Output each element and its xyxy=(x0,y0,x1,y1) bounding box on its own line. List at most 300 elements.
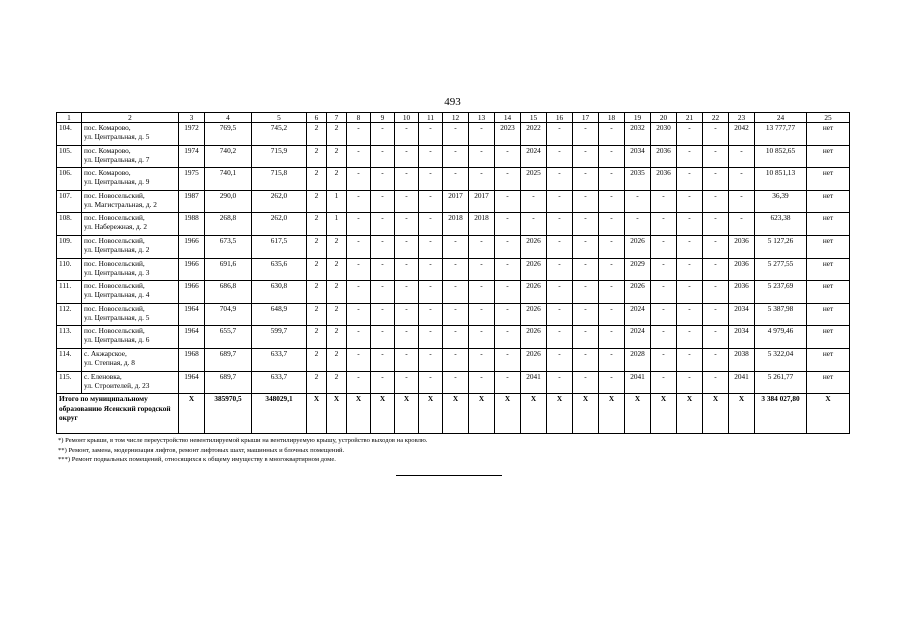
table-cell: - xyxy=(625,213,651,236)
column-header: 3 xyxy=(179,113,205,123)
table-cell: - xyxy=(419,235,443,258)
column-header: 2 xyxy=(82,113,179,123)
table-cell: - xyxy=(729,190,755,213)
table-cell: - xyxy=(573,371,599,394)
table-cell: - xyxy=(495,145,521,168)
table-cell: 2024 xyxy=(521,145,547,168)
table-cell: - xyxy=(547,213,573,236)
table-cell: 2041 xyxy=(625,371,651,394)
footnotes xyxy=(58,436,427,465)
address-street: ул. Набережная, д. 2 xyxy=(84,222,148,232)
total-cell: Х xyxy=(703,394,729,434)
table-cell: - xyxy=(347,348,371,371)
table-cell: - xyxy=(703,326,729,349)
table-cell: - xyxy=(419,123,443,146)
address-cell xyxy=(82,303,179,326)
table-cell: - xyxy=(677,213,703,236)
table-cell: - xyxy=(495,281,521,304)
address-street: ул. Центральная, д. 4 xyxy=(84,290,150,300)
row-number: 108. xyxy=(57,213,82,236)
table-cell: - xyxy=(419,281,443,304)
table-cell: 5 387,98 xyxy=(755,303,807,326)
table-cell: 2026 xyxy=(521,258,547,281)
table-cell: 633,7 xyxy=(252,371,307,394)
table-cell: нет xyxy=(807,348,850,371)
total-cell: 3 384 027,80 xyxy=(755,394,807,434)
address-cell xyxy=(82,348,179,371)
footnote-elevator: **) Ремонт, замена, модернизация лифтов, ремонт лифтовых шахт, машинных и блочных помещений. xyxy=(58,446,345,454)
row-number: 114. xyxy=(57,348,82,371)
column-header: 14 xyxy=(495,113,521,123)
table-cell: - xyxy=(495,235,521,258)
table-cell: нет xyxy=(807,303,850,326)
table-cell: 599,7 xyxy=(252,326,307,349)
table-cell: 2024 xyxy=(625,326,651,349)
table-cell: - xyxy=(443,123,469,146)
table-cell: 262,0 xyxy=(252,213,307,236)
table-cell: нет xyxy=(807,258,850,281)
row-number: 113. xyxy=(57,326,82,349)
table-cell: - xyxy=(703,281,729,304)
table-cell: 2036 xyxy=(729,235,755,258)
table-cell: 2 xyxy=(307,326,327,349)
table-cell: 2 xyxy=(307,258,327,281)
total-cell: Х xyxy=(625,394,651,434)
table-cell: - xyxy=(469,145,495,168)
column-header: 8 xyxy=(347,113,371,123)
table-cell: нет xyxy=(807,168,850,191)
total-cell: Х xyxy=(547,394,573,434)
table-cell: 745,2 xyxy=(252,123,307,146)
table-cell: 2 xyxy=(307,371,327,394)
table-cell: - xyxy=(495,168,521,191)
table-cell: 1966 xyxy=(179,235,205,258)
table-cell: 2 xyxy=(307,123,327,146)
table-cell: - xyxy=(469,235,495,258)
table-cell: - xyxy=(419,303,443,326)
table-cell: - xyxy=(573,123,599,146)
table-cell: 2026 xyxy=(521,348,547,371)
table-cell: - xyxy=(495,371,521,394)
table-cell: 2 xyxy=(307,348,327,371)
table-cell: 2038 xyxy=(729,348,755,371)
footnote-basement: ***) Ремонт подвальных помещений, относящихся к общему имуществу в многоквартирном доме. xyxy=(58,456,336,463)
column-header: 24 xyxy=(755,113,807,123)
table-cell: - xyxy=(443,168,469,191)
table-cell: 2 xyxy=(307,145,327,168)
address-cell xyxy=(82,235,179,258)
column-header: 7 xyxy=(327,113,347,123)
table-cell: - xyxy=(599,123,625,146)
table-cell: 2 xyxy=(307,168,327,191)
address-locality: пос. Новосельский, xyxy=(84,190,145,200)
footnote-roof: *) Ремонт крыши, в том числе переустройство невентилируемой крыши на вентилируемую крышу, устройство выходов на кровлю. xyxy=(58,437,428,444)
table-cell: нет xyxy=(807,326,850,349)
table-cell: - xyxy=(547,348,573,371)
table-cell: - xyxy=(469,371,495,394)
table-cell: - xyxy=(677,258,703,281)
table-cell: - xyxy=(419,348,443,371)
column-header: 16 xyxy=(547,113,573,123)
table-cell: 2032 xyxy=(625,123,651,146)
table-cell: - xyxy=(547,371,573,394)
table-cell: - xyxy=(573,303,599,326)
table-cell: 2 xyxy=(327,371,347,394)
address-cell xyxy=(82,213,179,236)
table-cell: 2024 xyxy=(625,303,651,326)
table-cell: - xyxy=(443,281,469,304)
column-header: 10 xyxy=(395,113,419,123)
column-header: 25 xyxy=(807,113,850,123)
table-cell: - xyxy=(573,213,599,236)
table-cell: - xyxy=(371,145,395,168)
table-cell: - xyxy=(347,303,371,326)
total-cell: Х xyxy=(179,394,205,434)
table-cell: 1 xyxy=(327,213,347,236)
table-row xyxy=(57,213,850,236)
table-cell: - xyxy=(395,235,419,258)
table-cell: нет xyxy=(807,213,850,236)
table-cell: 2 xyxy=(327,281,347,304)
column-header: 19 xyxy=(625,113,651,123)
total-cell: Х xyxy=(347,394,371,434)
separator-line xyxy=(396,475,502,476)
table-cell: - xyxy=(677,235,703,258)
table-cell: - xyxy=(573,258,599,281)
total-cell: Х xyxy=(469,394,495,434)
table-cell: 2034 xyxy=(625,145,651,168)
table-cell: 2030 xyxy=(651,123,677,146)
table-cell: 2025 xyxy=(521,168,547,191)
total-cell: Х xyxy=(677,394,703,434)
table-cell: 2036 xyxy=(651,168,677,191)
table-cell: - xyxy=(651,348,677,371)
table-cell: 2 xyxy=(327,168,347,191)
table-cell: - xyxy=(495,258,521,281)
table-cell: - xyxy=(599,371,625,394)
table-cell: - xyxy=(703,145,729,168)
table-cell: - xyxy=(651,281,677,304)
table-cell: - xyxy=(395,348,419,371)
table-cell: - xyxy=(495,326,521,349)
address-cell xyxy=(82,190,179,213)
table-cell: 290,0 xyxy=(205,190,252,213)
table-cell: 2 xyxy=(327,258,347,281)
table-cell: - xyxy=(419,326,443,349)
table-cell: - xyxy=(651,213,677,236)
table-cell: - xyxy=(547,123,573,146)
table-cell: - xyxy=(419,371,443,394)
table-cell: - xyxy=(599,326,625,349)
table-cell: 2 xyxy=(307,190,327,213)
table-cell: 630,8 xyxy=(252,281,307,304)
table-cell: 2 xyxy=(327,235,347,258)
table-cell: - xyxy=(419,168,443,191)
table-cell: - xyxy=(573,190,599,213)
total-cell: Х xyxy=(443,394,469,434)
address-locality: пос. Новосельский, xyxy=(84,281,145,291)
table-cell: - xyxy=(651,371,677,394)
table-cell: - xyxy=(347,145,371,168)
row-number: 112. xyxy=(57,303,82,326)
table-cell: 1964 xyxy=(179,371,205,394)
table-cell: - xyxy=(599,281,625,304)
table-cell: - xyxy=(495,303,521,326)
table-cell: - xyxy=(495,213,521,236)
table-cell: - xyxy=(443,303,469,326)
table-cell: - xyxy=(677,281,703,304)
table-cell: - xyxy=(729,145,755,168)
table-cell: 2036 xyxy=(729,281,755,304)
table-cell: 686,8 xyxy=(205,281,252,304)
column-header: 1 xyxy=(57,113,82,123)
table-cell: 2041 xyxy=(729,371,755,394)
capital-repair-table xyxy=(56,112,850,434)
total-cell: Х xyxy=(419,394,443,434)
column-header: 22 xyxy=(703,113,729,123)
table-cell: - xyxy=(729,213,755,236)
table-cell: - xyxy=(677,303,703,326)
table-row xyxy=(57,123,850,146)
table-cell: - xyxy=(703,371,729,394)
table-cell: 1972 xyxy=(179,123,205,146)
column-header: 20 xyxy=(651,113,677,123)
table-cell: - xyxy=(347,371,371,394)
table-row xyxy=(57,281,850,304)
table-cell: 2026 xyxy=(521,326,547,349)
total-cell: Х xyxy=(807,394,850,434)
table-cell: - xyxy=(573,281,599,304)
total-cell: Х xyxy=(327,394,347,434)
table-cell: - xyxy=(599,303,625,326)
table-cell: - xyxy=(347,326,371,349)
table-row xyxy=(57,371,850,394)
table-cell: 2017 xyxy=(469,190,495,213)
table-cell: - xyxy=(573,235,599,258)
table-cell: - xyxy=(677,168,703,191)
table-cell: - xyxy=(371,348,395,371)
table-cell: - xyxy=(703,258,729,281)
address-locality: пос. Комарово, xyxy=(84,168,131,178)
table-cell: - xyxy=(573,145,599,168)
table-cell: - xyxy=(677,190,703,213)
address-street: ул. Степная, д. 8 xyxy=(84,357,135,367)
table-cell: 1975 xyxy=(179,168,205,191)
table-cell: 1974 xyxy=(179,145,205,168)
table-cell: - xyxy=(371,213,395,236)
table-cell: 704,9 xyxy=(205,303,252,326)
table-cell: - xyxy=(419,190,443,213)
table-cell: - xyxy=(443,371,469,394)
table-cell: - xyxy=(347,213,371,236)
table-cell: 715,9 xyxy=(252,145,307,168)
table-cell: 2034 xyxy=(729,326,755,349)
total-cell: Х xyxy=(599,394,625,434)
table-cell: 2018 xyxy=(443,213,469,236)
table-cell: 1987 xyxy=(179,190,205,213)
table-cell: - xyxy=(347,281,371,304)
table-cell: - xyxy=(703,190,729,213)
table-cell: - xyxy=(703,303,729,326)
table-cell: 648,9 xyxy=(252,303,307,326)
address-cell xyxy=(82,168,179,191)
table-cell: 1966 xyxy=(179,258,205,281)
total-label: Итого по муниципальному образованию Ясенский городской округ xyxy=(57,394,179,434)
table-cell: - xyxy=(703,123,729,146)
table-cell: - xyxy=(573,168,599,191)
address-locality: пос. Новосельский, xyxy=(84,326,145,336)
table-cell: - xyxy=(395,123,419,146)
table-cell: 5 261,77 xyxy=(755,371,807,394)
table-cell: - xyxy=(347,190,371,213)
table-cell: - xyxy=(703,348,729,371)
table-cell: - xyxy=(469,281,495,304)
table-cell: - xyxy=(469,326,495,349)
table-cell: 2036 xyxy=(651,145,677,168)
table-cell: 1988 xyxy=(179,213,205,236)
table-cell: - xyxy=(651,326,677,349)
address-locality: пос. Новосельский, xyxy=(84,235,145,245)
table-cell: - xyxy=(371,190,395,213)
table-cell: - xyxy=(599,168,625,191)
table-cell: 262,0 xyxy=(252,190,307,213)
table-cell: 617,5 xyxy=(252,235,307,258)
table-cell: - xyxy=(395,371,419,394)
table-cell: 2035 xyxy=(625,168,651,191)
table-cell: - xyxy=(495,190,521,213)
table-row xyxy=(57,258,850,281)
address-locality: пос. Новосельский, xyxy=(84,303,145,313)
total-cell: Х xyxy=(651,394,677,434)
total-cell: 348029,1 xyxy=(252,394,307,434)
table-cell: - xyxy=(395,213,419,236)
table-cell: - xyxy=(651,235,677,258)
column-header: 12 xyxy=(443,113,469,123)
table-cell: 2 xyxy=(327,303,347,326)
table-cell: 2 xyxy=(327,348,347,371)
table-row xyxy=(57,235,850,258)
table-cell: - xyxy=(469,123,495,146)
table-cell: - xyxy=(599,190,625,213)
table-cell: 1964 xyxy=(179,326,205,349)
table-row xyxy=(57,190,850,213)
table-cell: - xyxy=(371,371,395,394)
table-cell: - xyxy=(495,348,521,371)
table-cell: 4 979,46 xyxy=(755,326,807,349)
table-cell: 691,6 xyxy=(205,258,252,281)
table-cell: 2036 xyxy=(729,258,755,281)
table-cell: 2017 xyxy=(443,190,469,213)
table-cell: - xyxy=(371,235,395,258)
address-street: ул. Центральная, д. 2 xyxy=(84,244,150,254)
column-header: 21 xyxy=(677,113,703,123)
table-cell: 5 237,69 xyxy=(755,281,807,304)
table-cell: - xyxy=(443,145,469,168)
table-cell: - xyxy=(395,190,419,213)
total-cell: Х xyxy=(521,394,547,434)
column-header: 15 xyxy=(521,113,547,123)
table-cell: - xyxy=(547,145,573,168)
table-cell: - xyxy=(395,145,419,168)
address-cell xyxy=(82,281,179,304)
table-cell: - xyxy=(703,213,729,236)
table-cell: 740,2 xyxy=(205,145,252,168)
table-cell: 5 127,26 xyxy=(755,235,807,258)
table-cell: - xyxy=(651,190,677,213)
table-cell: - xyxy=(347,235,371,258)
table-cell: - xyxy=(547,281,573,304)
table-cell: 2 xyxy=(307,213,327,236)
table-cell: 2026 xyxy=(625,281,651,304)
table-cell: - xyxy=(395,258,419,281)
row-number: 104. xyxy=(57,123,82,146)
table-cell: 655,7 xyxy=(205,326,252,349)
address-locality: пос. Новосельский, xyxy=(84,213,145,223)
table-cell: нет xyxy=(807,371,850,394)
row-number: 106. xyxy=(57,168,82,191)
address-street: ул. Магистральная, д. 2 xyxy=(84,199,157,209)
total-cell: Х xyxy=(729,394,755,434)
address-cell xyxy=(82,326,179,349)
table-cell: - xyxy=(469,303,495,326)
table-cell: 635,6 xyxy=(252,258,307,281)
table-cell: - xyxy=(347,258,371,281)
table-cell: 2 xyxy=(307,303,327,326)
table-cell: 1964 xyxy=(179,303,205,326)
table-cell: 689,7 xyxy=(205,371,252,394)
table-cell: - xyxy=(729,168,755,191)
column-header: 9 xyxy=(371,113,395,123)
table-row xyxy=(57,326,850,349)
table-cell: 268,8 xyxy=(205,213,252,236)
table-row xyxy=(57,348,850,371)
table-cell: - xyxy=(573,326,599,349)
table-cell: 2026 xyxy=(521,235,547,258)
table-cell: нет xyxy=(807,235,850,258)
column-header: 18 xyxy=(599,113,625,123)
table-cell: 2041 xyxy=(521,371,547,394)
address-cell xyxy=(82,258,179,281)
table-cell: - xyxy=(703,168,729,191)
table-cell: 2 xyxy=(327,123,347,146)
address-cell xyxy=(82,145,179,168)
row-number: 107. xyxy=(57,190,82,213)
table-cell: - xyxy=(599,235,625,258)
total-cell: Х xyxy=(573,394,599,434)
column-header: 13 xyxy=(469,113,495,123)
table-row xyxy=(57,145,850,168)
table-cell: 36,39 xyxy=(755,190,807,213)
table-cell: - xyxy=(547,190,573,213)
table-cell: 1968 xyxy=(179,348,205,371)
table-cell: 5 322,04 xyxy=(755,348,807,371)
table-cell: 673,5 xyxy=(205,235,252,258)
address-street: ул. Центральная, д. 3 xyxy=(84,267,150,277)
table-cell: 623,38 xyxy=(755,213,807,236)
table-cell: - xyxy=(371,303,395,326)
table-cell: - xyxy=(625,190,651,213)
table-cell: 2 xyxy=(327,145,347,168)
column-header: 23 xyxy=(729,113,755,123)
table-cell: - xyxy=(677,371,703,394)
table-cell: - xyxy=(677,326,703,349)
table-cell: 13 777,77 xyxy=(755,123,807,146)
table-cell: нет xyxy=(807,281,850,304)
address-locality: с. Акжарское, xyxy=(84,348,127,358)
row-number: 111. xyxy=(57,281,82,304)
table-cell: - xyxy=(419,145,443,168)
table-cell: - xyxy=(395,168,419,191)
